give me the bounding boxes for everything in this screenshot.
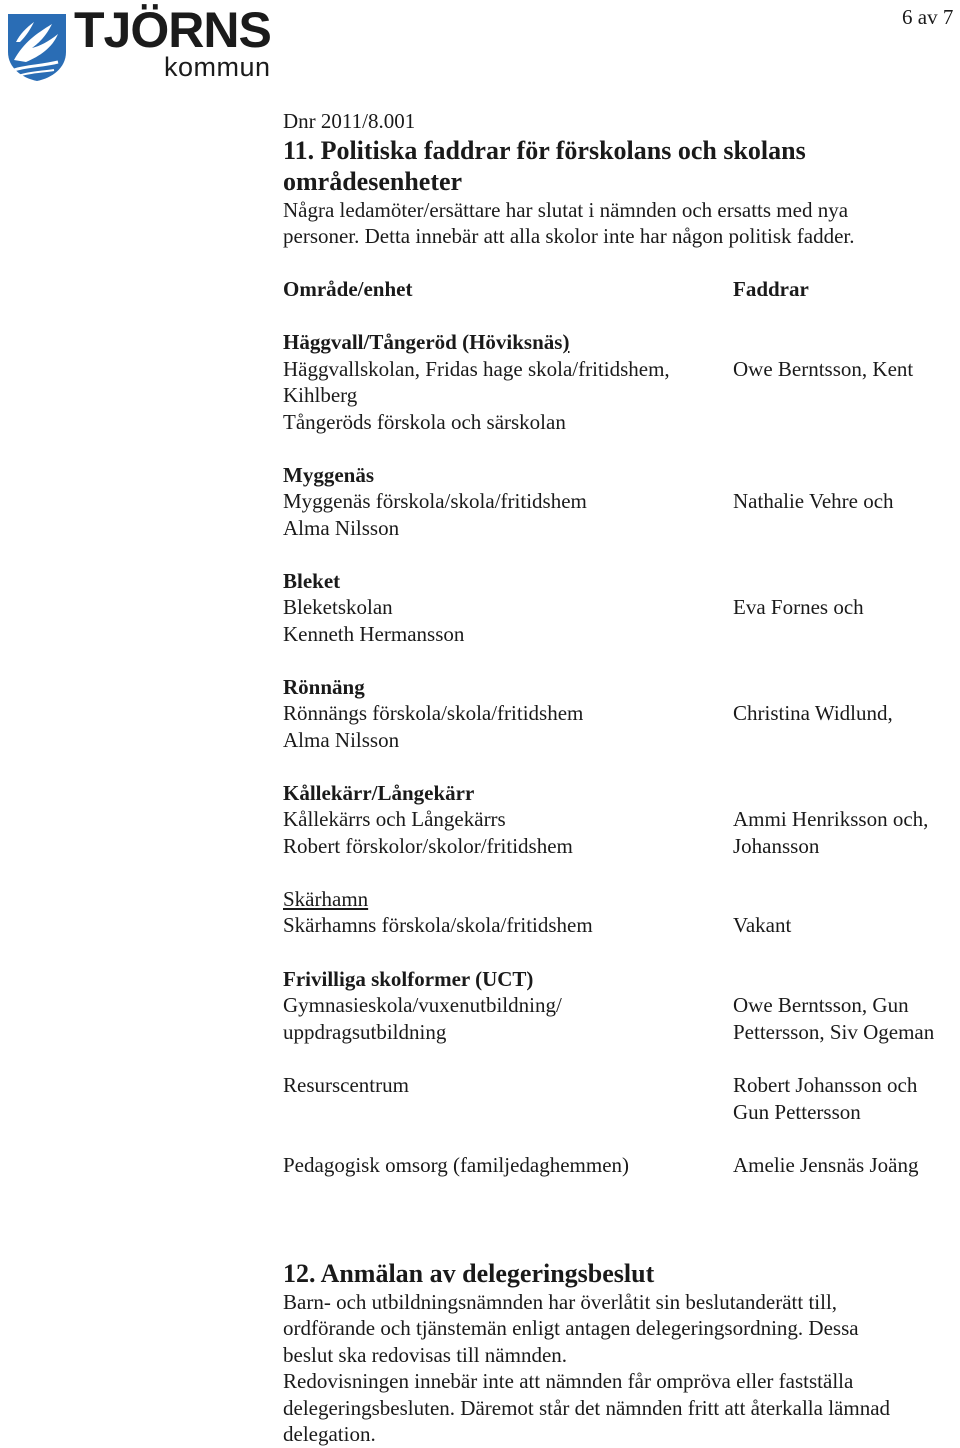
page-indicator: 6 av 7	[902, 5, 954, 29]
unit-line: Gymnasieskola/vuxenutbildning/	[283, 993, 562, 1017]
unit-line: uppdragsutbildning	[283, 1020, 447, 1044]
unit-line: Robert förskolor/skolor/fritidshem	[283, 834, 573, 858]
sponsor: Nathalie Vehre och	[733, 489, 894, 513]
sponsor: Gun Pettersson	[733, 1100, 861, 1124]
unit-line: Häggvallskolan, Fridas hage skola/fritidshem,	[283, 357, 670, 381]
unit-line: Kenneth Hermansson	[283, 622, 465, 646]
sponsor: Amelie Jensnäs Joäng	[733, 1153, 919, 1177]
area-title-main: Häggvall/Tångeröd (Höviksnäs	[283, 330, 563, 354]
area-title: Skärhamn	[283, 887, 369, 911]
unit-line: Skärhamns förskola/skola/fritidshem	[283, 913, 593, 937]
intro-text: Några ledamöter/ersättare har slutat i nämnden och ersatts med nya	[283, 198, 849, 222]
intro-text-cont: personer. Detta innebär att alla skolor inte har någon politisk fadder.	[283, 224, 855, 248]
column-header-area: Område/enhet	[283, 277, 413, 301]
sponsor: Robert Johansson och	[733, 1073, 918, 1097]
sponsor: Eva Fornes och	[733, 595, 864, 619]
dnr: Dnr 2011/8.001	[283, 109, 416, 133]
unit-line: Kållekärrs och Långekärrs	[283, 807, 506, 831]
unit-line: Myggenäs förskola/skola/fritidshem	[283, 489, 587, 513]
unit-line: Kihlberg	[283, 383, 358, 407]
area-title: Myggenäs	[283, 463, 374, 487]
paragraph-line: delegation.	[283, 1422, 376, 1446]
area-title-paren: )	[562, 330, 570, 354]
sponsor: Pettersson, Siv Ogeman	[733, 1020, 935, 1044]
section-title-11: 11. Politiska faddrar för förskolans och skolans	[283, 136, 806, 165]
section-title-12: 12. Anmälan av delegeringsbeslut	[283, 1259, 655, 1288]
paragraph-line: Barn- och utbildningsnämnden har överlåtit sin beslutanderätt till,	[283, 1290, 838, 1314]
column-header-sponsors: Faddrar	[733, 277, 809, 301]
unit-line: Alma Nilsson	[283, 516, 400, 540]
area-title: Rönnäng	[283, 675, 365, 699]
area-title: Resurscentrum	[283, 1073, 409, 1097]
paragraph-line: ordförande och tjänstemän enligt antagen delegeringsordning. Dessa	[283, 1316, 859, 1340]
logo-sub: kommun	[164, 52, 271, 82]
tjorn-emblem-icon	[6, 12, 68, 82]
area-title: Kållekärr/Långekärr	[283, 781, 475, 805]
area-title	[283, 329, 569, 356]
sponsor: Johansson	[733, 834, 820, 858]
area-title: Bleket	[283, 569, 341, 593]
unit-line: Bleketskolan	[283, 595, 393, 619]
sponsor: Owe Berntsson, Kent	[733, 357, 914, 381]
unit-line: Alma Nilsson	[283, 728, 400, 752]
sponsor: Vakant	[733, 913, 792, 937]
area-title: Frivilliga skolformer (UCT)	[283, 967, 534, 991]
section-title-11-cont: områdesenheter	[283, 167, 463, 196]
unit-line: Rönnängs förskola/skola/fritidshem	[283, 701, 584, 725]
paragraph-line: delegeringsbesluten. Däremot står det nämnden fritt att återkalla lämnad	[283, 1396, 891, 1420]
logo-name: TJÖRNS	[74, 2, 271, 58]
paragraph-line: beslut ska redovisas till nämnden.	[283, 1343, 568, 1367]
sponsor: Christina Widlund,	[733, 701, 893, 725]
unit-line: Tångeröds förskola och särskolan	[283, 410, 566, 434]
sponsor: Ammi Henriksson och,	[733, 807, 929, 831]
tjorns-kommun-logo	[6, 2, 272, 84]
area-title: Pedagogisk omsorg (familjedaghemmen)	[283, 1153, 630, 1177]
paragraph-line: Redovisningen innebär inte att nämnden får ompröva eller fastställa	[283, 1369, 854, 1393]
sponsor: Owe Berntsson, Gun	[733, 993, 909, 1017]
